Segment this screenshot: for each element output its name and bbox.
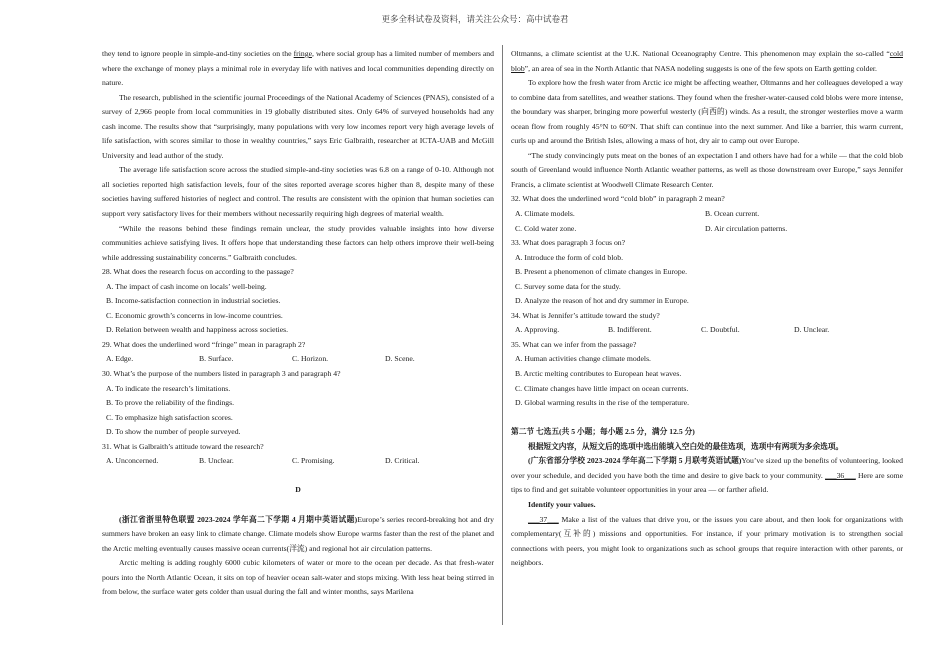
option: B. Indifferent. (608, 325, 652, 335)
question-33: 33. What does paragraph 3 focus on? (511, 238, 626, 248)
options-row (511, 222, 903, 237)
source-note: (广东省部分学校 2023-2024 学年高二下学期 5 月联考英语试题) (528, 456, 742, 466)
option: C. Economic growth’s concerns in low-income countries. (106, 310, 283, 320)
paragraph: they tend to ignore people in simple-and-tiny societies on the fringe, where social group has a limited number of members and where the exchange of money plays a minimal role in everyday life with natives and local communities depending directly on nature. (102, 49, 494, 88)
paragraph: “The study convincingly puts meat on the bones of an expectation I and others have had for a while — that the cold blob south of Greenland would influence North Atlantic weather patterns, as well as those downstream over Europe,” says Jennifer Francis, a climate scientist at Woodwell Climate Research Center. (511, 150, 903, 189)
option: A. To indicate the research’s limitations. (106, 383, 231, 393)
option: C. Survey some data for the study. (515, 281, 621, 291)
option: A. Edge. (106, 354, 134, 364)
left-column (102, 47, 494, 600)
paragraph: To explore how the fresh water from Arctic ice might be affecting weather, Oltmanns and her colleagues developed a way to combine data from satellites, and weather stations. They found when the fresher-water-caused cold blobs were more intense, the boundary was sharper, bringing more powerful westerly (向西的) winds. As a result, the stronger westerlies move a warm ocean flow from roughly 45°N to 60°N. That shift can continue into the next summer. And like a barrier, this warm current, curls up and around the British Isles, allowing a mass of hot, dry air to camp out over Europe. (511, 78, 903, 146)
paragraph: Oltmanns, a climate scientist at the U.K. National Oceanography Centre. This phenomenon may explain the so-called “cold blob”, an area of sea in the North Atlantic that NASA nodeling suggests is one of the few spots on Earth getting colder. (511, 49, 903, 73)
options-row (511, 323, 903, 338)
option: D. Analyze the reason of hot and dry summer in Europe. (515, 296, 689, 306)
option: B. To prove the reliability of the findings. (106, 398, 235, 408)
section-2-title: 第二节 七选五(共 5 小题；每小题 2.5 分，满分 12.5 分) (511, 427, 695, 437)
option: D. To show the number of people surveyed. (106, 427, 241, 437)
option: A. Climate models. (515, 209, 575, 219)
underlined-word-cold-blob: cold blob (511, 49, 903, 73)
option: B. Income-satisfaction connection in industrial societies. (106, 296, 281, 306)
option: C. Horizon. (292, 354, 329, 364)
option: C. To emphasize high satisfaction scores. (106, 412, 233, 422)
page-header: 更多全科试卷及资料，请关注公众号：高中试卷君 (381, 14, 569, 24)
option: D. Relation between wealth and happiness across societies. (106, 325, 289, 335)
options-row (511, 207, 903, 222)
option: A. Unconcerned. (106, 456, 159, 466)
option: B. Arctic melting contributes to European heat waves. (515, 369, 682, 379)
paragraph: (浙江省浙里特色联盟 2023-2024 学年高二下学期 4 月期中英语试题)Europe’s series record-breaking hot and dry summers have broken an easy link to climate change. Climate models show Europe warms faster than the rest of the planet and the Arctic melting eventually causes massive ocean currents(洋流) and regional hot air circulation patterns. (102, 514, 494, 553)
option: D. Global warming results in the rise of the temperature. (515, 398, 689, 408)
option: D. Critical. (385, 456, 420, 466)
question-29: 29. What does the underlined word “fringe” mean in paragraph 2? (102, 339, 306, 349)
option: B. Ocean current. (705, 209, 760, 219)
option: D. Scene. (385, 354, 415, 364)
paragraph: ___37___ Make a list of the values that drive you, or the issues you care about, and then look for organizations with complementary(互补的) missions and opportunities. For instance, if your primary motivation is to strengthen social connections with peers, you might look to organizations such as school groups that require interaction with other parents, or neighbors. (511, 514, 903, 568)
option: D. Unclear. (794, 325, 830, 335)
paragraph: The research, published in the scientific journal Proceedings of the National Academy of Sciences (PNAS), consisted of a survey of 2,966 people from local communities in 19 globally distributed sites. Only 64% of surveyed households had any cash income. The results show that “surprisingly, many populations with very low incomes report very high average levels of life satisfaction, with scores similar to those in wealthy countries,” says Eric Galbraith, researcher at ICTA-UAB and McGill University and lead author of the study. (102, 92, 494, 160)
options-row (102, 454, 494, 469)
option: A. Introduce the form of cold blob. (515, 252, 624, 262)
source-note: (浙江省浙里特色联盟 2023-2024 学年高二下学期 4 月期中英语试题) (119, 514, 358, 524)
underlined-word-fringe: fringe (293, 49, 312, 58)
option: C. Doubtful. (701, 325, 740, 335)
option: B. Present a phenomenon of climate changes in Europe. (515, 267, 688, 277)
blank-36: ___36___ (825, 470, 856, 480)
option: A. Human activities change climate models. (515, 354, 651, 364)
blank-37: ___37___ (528, 514, 559, 524)
question-28: 28. What does the research focus on according to the passage? (102, 267, 294, 277)
paragraph: Arctic melting is adding roughly 6000 cubic kilometers of water or more to the ocean per decade. As that fresh-water pours into the North Atlantic Ocean, it sits on top of heavier ocean salt-water and stops mixing. With less heat being stirred in from below, the surface water gets colder than usual during the fall and winter months, says Marilena (102, 558, 494, 597)
question-35: 35. What can we infer from the passage? (511, 339, 637, 349)
option: C. Promising. (292, 456, 335, 466)
paragraph: The average life satisfaction score across the studied simple-and-tiny societies was 6.8 on a range of 0-10. Although not all societies reported high satisfaction levels, four of the sites reported average scores higher than 8, despite many of these societies having suffered histories of neglect and control. The results are consistent with the opinion that human societies can support very satisfactory lives for their members without necessarily requiring high degrees of material wealth. (102, 165, 494, 219)
option: B. Surface. (199, 354, 234, 364)
paragraph: “While the reasons behind these findings remain unclear, the study provides valuable insights into how diverse communities achieve satisfying lives. It offers hope that understanding these factors can help others improve their well-being while addressing sustainability concerns.” Galbraith concludes. (102, 223, 494, 262)
option: A. Approving. (515, 325, 560, 335)
question-34: 34. What is Jennifer’s attitude toward the study? (511, 310, 660, 320)
right-column (511, 47, 903, 571)
column-divider (502, 45, 503, 625)
question-32: 32. What does the underlined word “cold blob” in paragraph 2 mean? (511, 194, 725, 204)
options-row (102, 352, 494, 367)
section-2-instructions: 根据短文内容，从短文后的选项中选出能填入空白处的最佳选项，选项中有两项为多余选项。 (528, 441, 844, 451)
option: B. Unclear. (199, 456, 234, 466)
option: A. The impact of cash income on locals’ well-being. (106, 281, 267, 291)
subheading: Identify your values. (528, 499, 596, 509)
section-heading-d: D (295, 485, 301, 495)
option: C. Climate changes have little impact on ocean currents. (515, 383, 689, 393)
question-31: 31. What is Galbraith’s attitude toward the research? (102, 441, 264, 451)
question-30: 30. What’s the purpose of the numbers listed in paragraph 3 and paragraph 4? (102, 369, 341, 379)
option: D. Air circulation patterns. (705, 223, 788, 233)
option: C. Cold water zone. (515, 223, 577, 233)
paragraph: (广东省部分学校 2023-2024 学年高二下学期 5 月联考英语试题)You’ve sized up the benefits of volunteering, looked over your schedule, and decided you have both the time and desire to give back to your community. ___36___ Here are some tips to find and get suitable volunteer opportunities in your area — or farther afield. (511, 456, 903, 495)
